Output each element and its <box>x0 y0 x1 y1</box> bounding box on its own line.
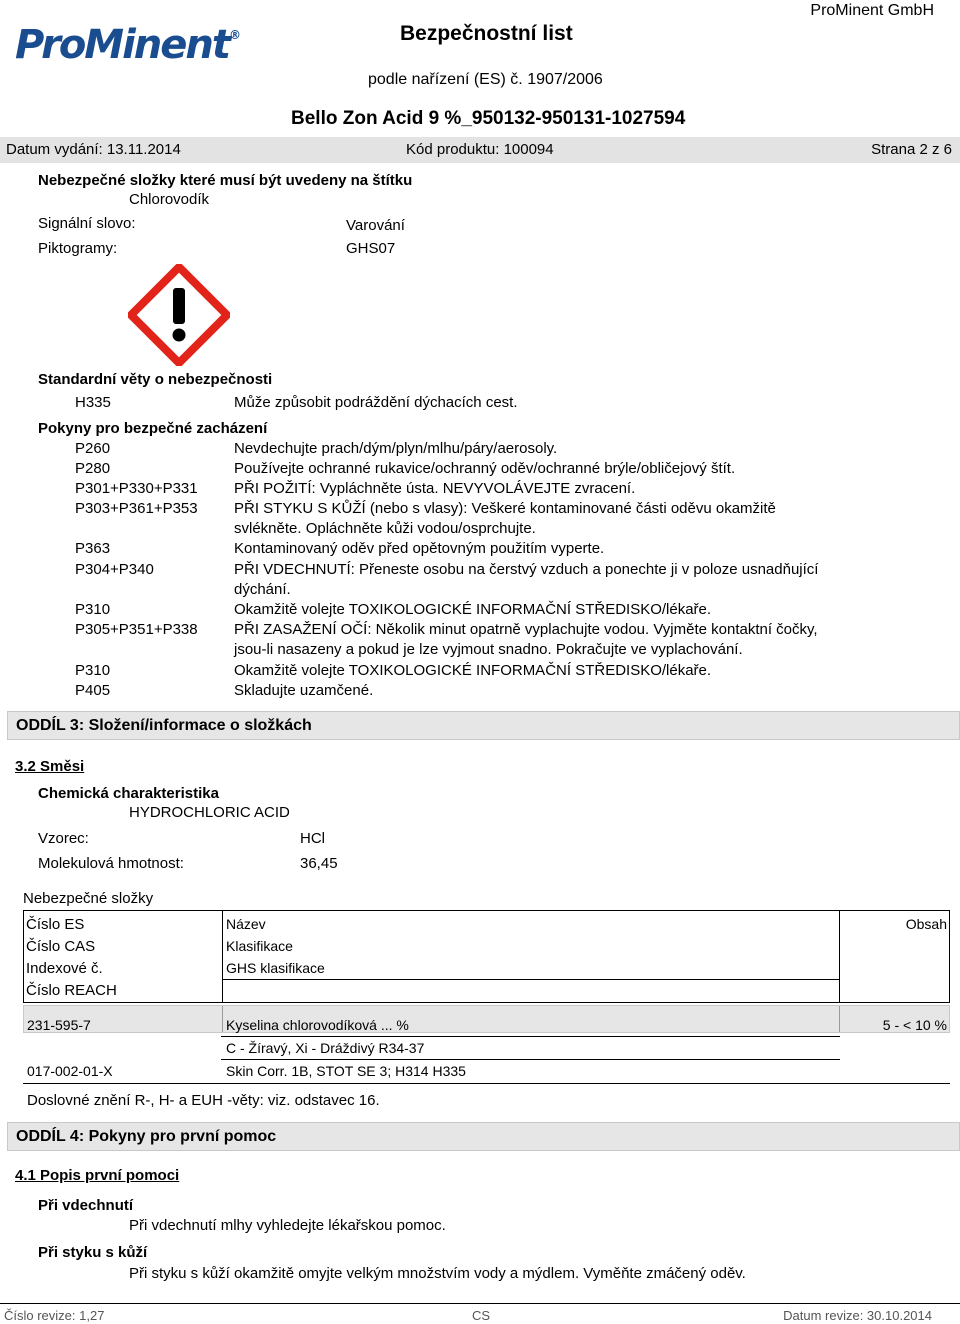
pictogram-value: GHS07 <box>346 240 396 257</box>
precaution-code: P301+P330+P331 <box>75 480 198 497</box>
components-table-row-bar <box>23 1005 950 1033</box>
precaution-code: P363 <box>75 540 111 557</box>
precaution-text: PŘI VDECHNUTÍ: Přeneste osobu na čerstvý vzduch a ponechte ji v poloze usnadňující <box>234 561 819 578</box>
mw-label: Molekulová hmotnost: <box>38 855 184 872</box>
col-name: Název <box>226 916 266 932</box>
precaution-code: P260 <box>75 440 111 457</box>
skin-contact-text: Při styku s kůží okamžitě omyjte velkým množstvím vody a mýdlem. Vyměňte zmáčený oděv. <box>129 1265 746 1282</box>
product-code: Kód produktu: 100094 <box>406 141 554 158</box>
section-3-title: ODDÍL 3: Složení/informace o složkách <box>16 717 312 734</box>
precaution-text: Skladujte uzamčené. <box>234 682 374 699</box>
skin-contact-heading: Při styku s kůží <box>38 1244 148 1261</box>
precaution-text: PŘI ZASAŽENÍ OČÍ: Několik minut opatrně vyplachujte vodou. Vyjměte kontaktní čočky, <box>234 621 818 638</box>
precaution-text-cont: svlékněte. Opláchněte kůži vodou/osprchujte. <box>234 520 536 537</box>
precaution-text-cont: dýchání. <box>234 581 291 598</box>
col-reach-number: Číslo REACH <box>26 982 117 999</box>
precaution-text: Okamžitě volejte TOXIKOLOGICKÉ INFORMAČNÍ STŘEDISKO/lékaře. <box>234 662 712 679</box>
row-es-number: 231-595-7 <box>27 1017 91 1033</box>
revision-number: Číslo revize: 1,27 <box>4 1308 105 1323</box>
row-ghs-classification: Skin Corr. 1B, STOT SE 3; H314 H335 <box>226 1063 466 1079</box>
precaution-text: Používejte ochranné rukavice/ochranný oděv/ochranné brýle/obličejový štít. <box>234 460 736 477</box>
dangerous-components-heading: Nebezpečné složky <box>23 890 154 907</box>
footer-divider <box>0 1303 960 1304</box>
precaution-text: PŘI POŽITÍ: Vypláchněte ústa. NEVYVOLÁVEJTE zvracení. <box>234 480 636 497</box>
precaution-text: Nevdechujte prach/dým/plyn/mlhu/páry/aerosoly. <box>234 440 558 457</box>
ghs07-exclamation-icon <box>128 264 230 366</box>
formula-value: HCl <box>300 830 325 847</box>
hazard-heading: Standardní věty o nebezpečnosti <box>38 371 273 388</box>
precaution-code: P310 <box>75 662 111 679</box>
row-name: Kyselina chlorovodíková ... % <box>226 1017 409 1033</box>
col-content: Obsah <box>905 916 947 932</box>
precaution-code: P304+P340 <box>75 561 154 578</box>
col-es-number: Číslo ES <box>26 916 85 933</box>
precaution-text: Okamžitě volejte TOXIKOLOGICKÉ INFORMAČNÍ STŘEDISKO/lékaře. <box>234 601 712 618</box>
precaution-code: P305+P351+P338 <box>75 621 198 638</box>
company-name: ProMinent GmbH <box>810 2 934 19</box>
subsection-4-1: 4.1 Popis první pomoci <box>15 1167 180 1184</box>
page-number: Strana 2 z 6 <box>871 141 952 158</box>
inhalation-text: Při vdechnutí mlhy vyhledejte lékařskou pomoc. <box>129 1217 446 1234</box>
precaution-code: P303+P361+P353 <box>75 500 198 517</box>
hazard-code: H335 <box>75 394 111 411</box>
chem-heading: Chemická charakteristika <box>38 785 219 802</box>
signal-word-label: Signální slovo: <box>38 215 136 232</box>
row-index-number: 017-002-01-X <box>27 1063 113 1079</box>
inhalation-heading: Při vdechnutí <box>38 1197 134 1214</box>
precaution-text: PŘI STYKU S KŮŽÍ (nebo s vlasy): Veškeré kontaminované části oděvu okamžitě <box>234 500 776 517</box>
col-ghs-classification: GHS klasifikace <box>226 960 325 976</box>
mw-value: 36,45 <box>300 855 338 872</box>
r-h-euh-note: Doslovné znění R-, H- a EUH -věty: viz. odstavec 16. <box>27 1092 380 1109</box>
section-4-title: ODDÍL 4: Pokyny pro první pomoc <box>16 1128 277 1145</box>
subsection-3-2: 3.2 Směsi <box>15 758 85 775</box>
section-3-header <box>7 711 960 740</box>
col-cas-number: Číslo CAS <box>26 938 96 955</box>
row-content: 5 - < 10 % <box>882 1017 947 1033</box>
label-heading: Nebezpečné složky které musí být uvedeny na štítku <box>38 172 413 189</box>
revision-date: Datum revize: 30.10.2014 <box>783 1308 932 1323</box>
precaution-code: P280 <box>75 460 111 477</box>
label-component: Chlorovodík <box>129 191 210 208</box>
issue-date: Datum vydání: 13.11.2014 <box>6 141 181 158</box>
hazard-text: Může způsobit podráždění dýchacích cest. <box>234 394 518 411</box>
precaution-code: P310 <box>75 601 111 618</box>
header-info-bar <box>0 137 960 163</box>
chem-value: HYDROCHLORIC ACID <box>129 804 290 821</box>
document-title: Bezpečnostní list <box>400 22 573 45</box>
signal-word-value: Varování <box>346 217 405 234</box>
precaution-text-cont: jsou-li nasazeny a pokud je lze vyjmout snadno. Pokračujte ve vyplachování. <box>234 641 743 658</box>
col-index-number: Indexové č. <box>26 960 103 977</box>
product-name: Bello Zon Acid 9 %_950132-950131-1027594 <box>291 108 686 129</box>
precaution-heading: Pokyny pro bezpečné zacházení <box>38 420 268 437</box>
components-table-header <box>23 910 950 1003</box>
regulation-subtitle: podle nařízení (ES) č. 1907/2006 <box>368 71 603 88</box>
precaution-code: P405 <box>75 682 111 699</box>
formula-label: Vzorec: <box>38 830 89 847</box>
precaution-text: Kontaminovaný oděv před opětovným použitím vyperte. <box>234 540 605 557</box>
row-classification: C - Žíravý, Xi - Dráždivý R34-37 <box>226 1040 425 1056</box>
col-classification: Klasifikace <box>226 938 293 954</box>
prominent-logo: ProMinent® <box>15 22 242 68</box>
pictogram-label: Piktogramy: <box>38 240 118 257</box>
section-4-header <box>7 1122 960 1151</box>
language-code: CS <box>472 1308 491 1323</box>
